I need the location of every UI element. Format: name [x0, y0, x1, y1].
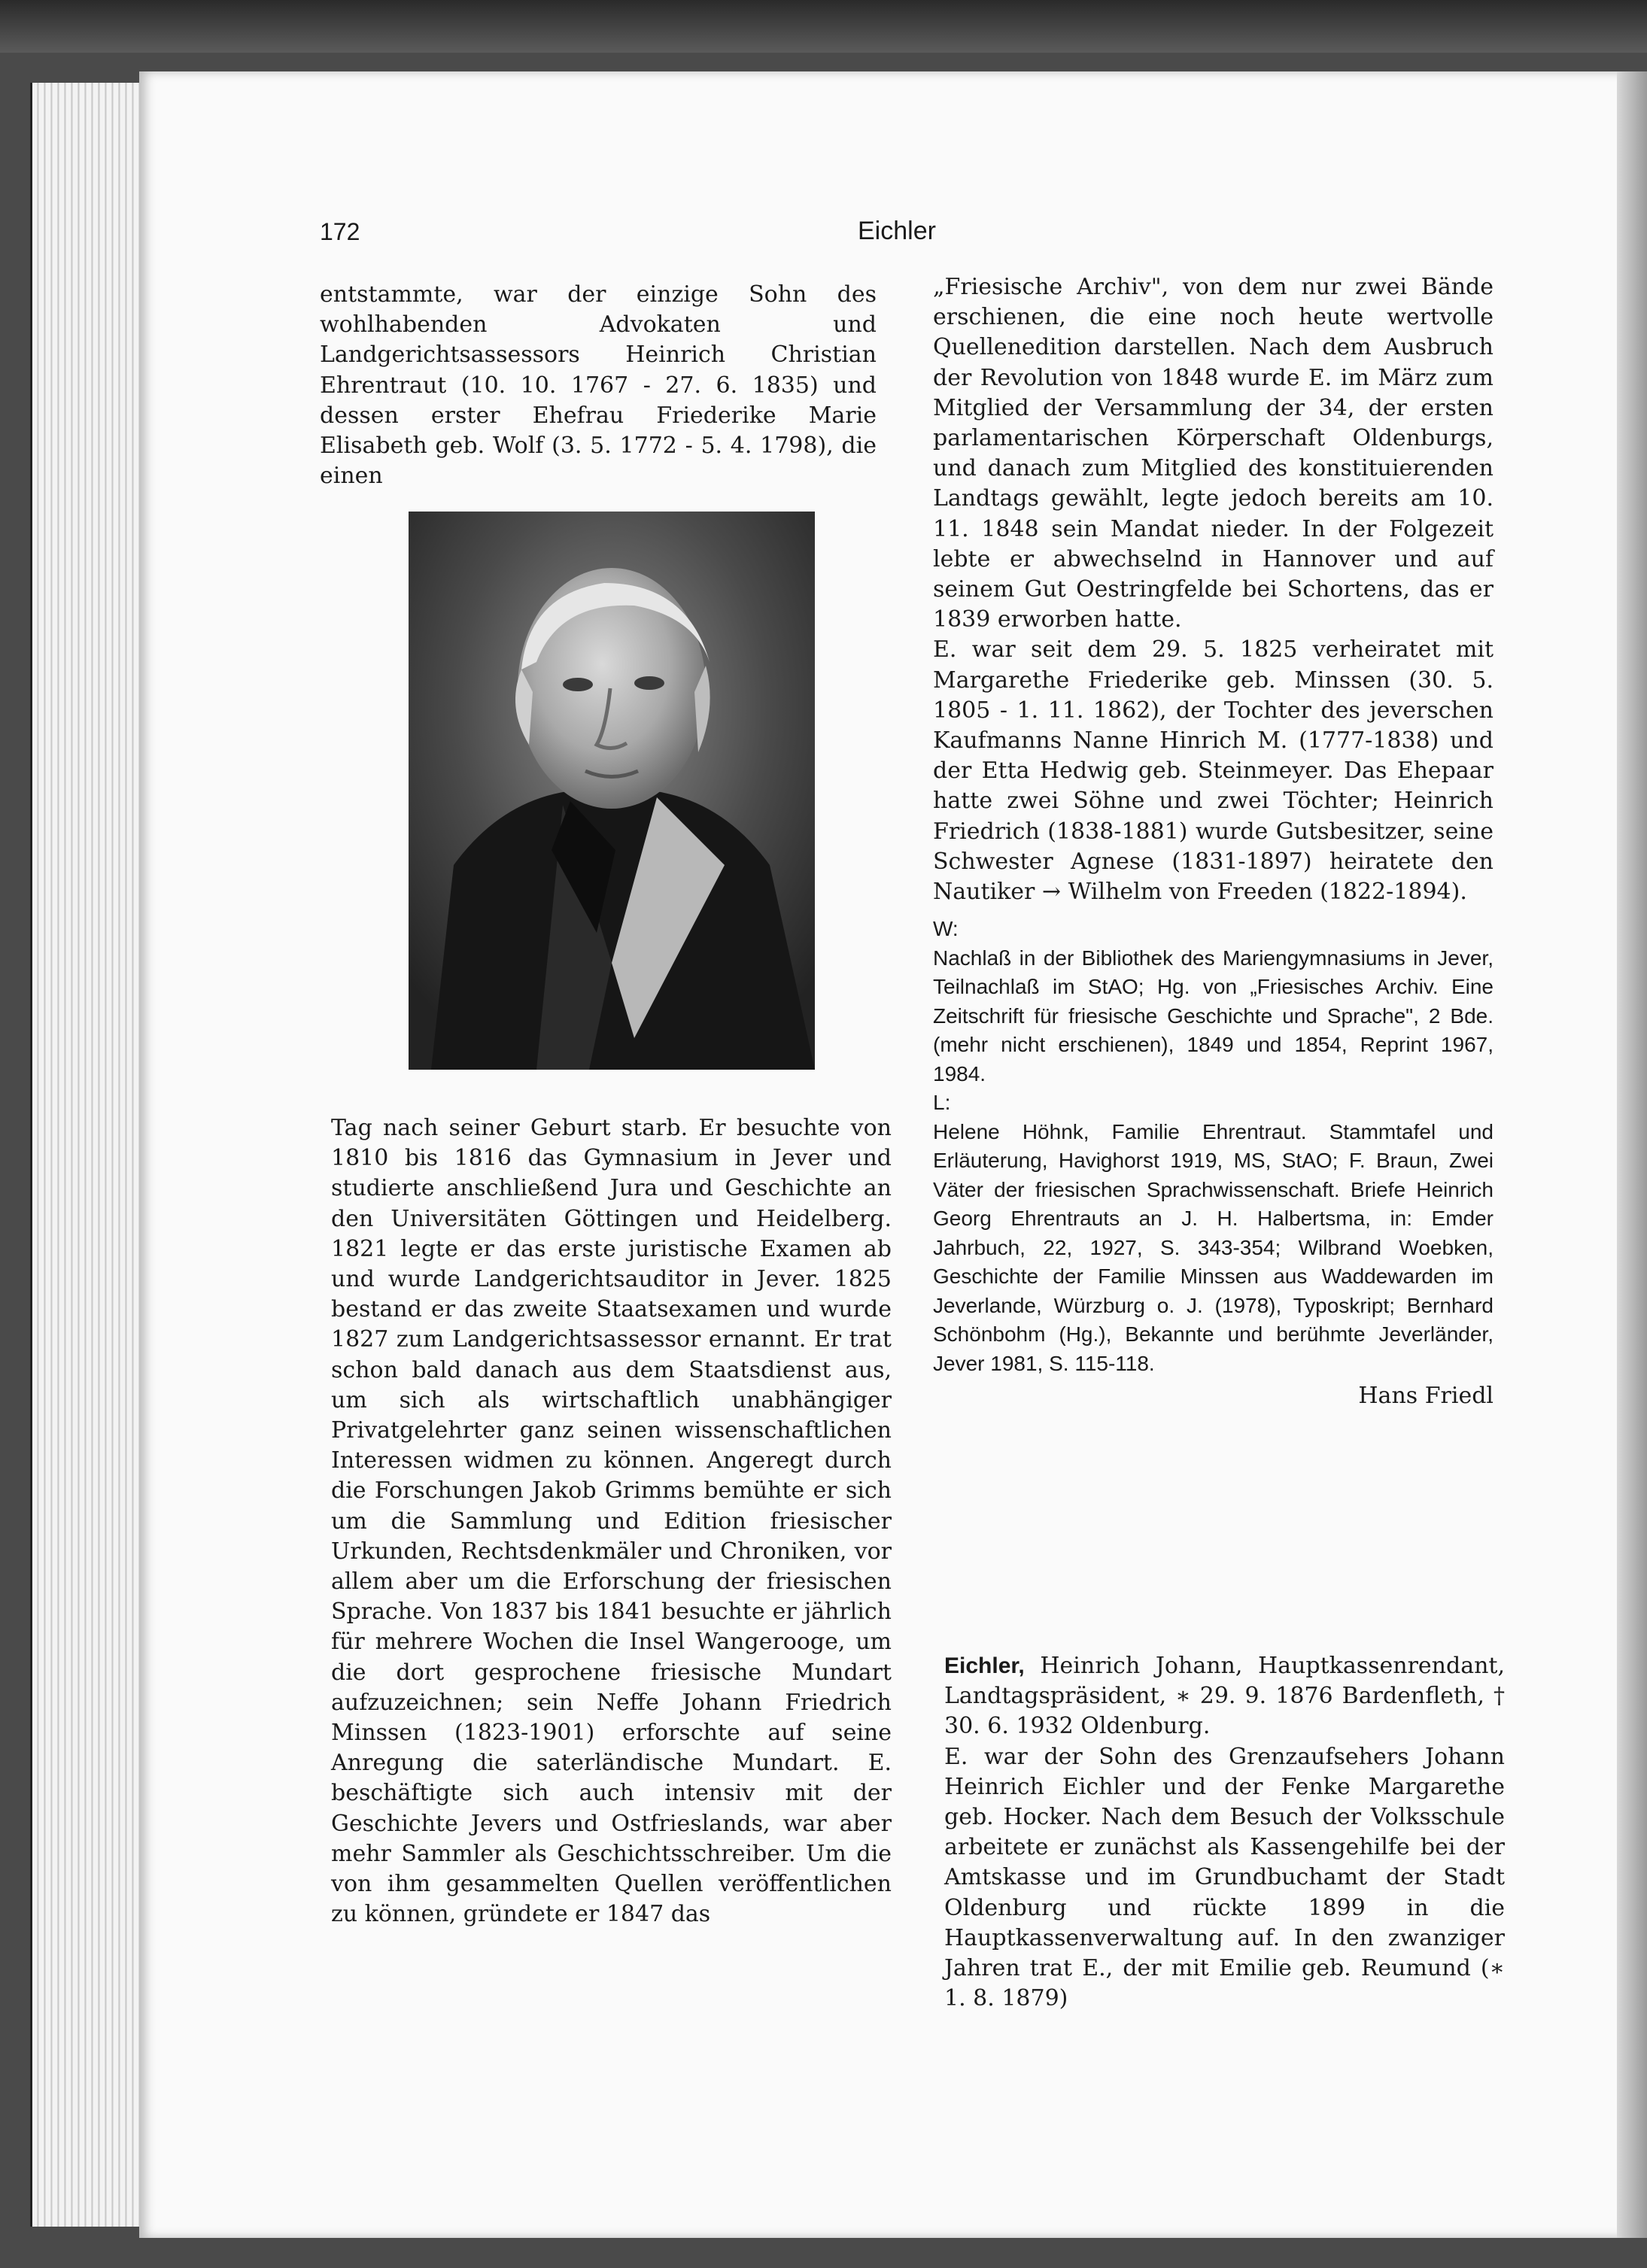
page-number: 172 — [320, 218, 360, 245]
running-head: Eichler — [858, 217, 936, 245]
entry-name: Eichler, — [944, 1653, 1025, 1678]
left-column-top — [320, 280, 877, 491]
entry-text: E. war der Sohn des Grenzaufsehers Johann Heinrich Eichler und der Fenke Margarethe geb. Hocker. Nach dem Besuch der Volksschule arbeitete er zunächst als Kassengehilfe bei der Amtskasse und im Grundbuchamt der Stadt Oldenburg und rückte 1899 in die Hauptkassenverwaltung auf. In den zwanziger Jahren trat E., der mit Emilie geb. Reumund (∗ 1. 8. 1879) — [944, 1743, 1505, 2012]
works-list: Nachlaß in der Bibliothek des Mariengymnasiums in Jever, Teilnachlaß im StAO; Hg. von „Friesisches Archiv. Eine Zeitschrift für friesische Geschichte und Sprache", 2 Bde. (mehr nicht erschienen), 1849 und 1854, Reprint 1967, 1984. — [933, 946, 1494, 1085]
book-spine-shadow — [1617, 71, 1647, 2238]
biography-paragraph-family: E. war seit dem 29. 5. 1825 verheiratet mit Margarethe Friederike geb. Minssen (30. 5. 1805 - 1. 11. 1862), der Tochter des jeverschen Kaufmanns Nanne Hinrich M. (1777-1838) und der Etta Hedwig geb. Steinmeyer. Das Ehepaar hatte zwei Söhne und zwei Töchter; Heinrich Friedrich (1838-1881) wurde Gutsbesitzer, seine Schwester Agnese (1831-1897) heiratete den Nautiker → Wilhelm von Freeden (1822-1894). — [933, 636, 1494, 906]
works-label: W: — [933, 917, 959, 941]
biography-paragraph-archive: „Friesische Archiv", von dem nur zwei Bände erschienen, die eine noch heute wertvolle Quellenedition darstellen. Nach dem Ausbruch der Revolution von 1848 wurde E. im März zum Mitglied der Versammlung der 34, der ersten parlamentarischen Körperschaft Oldenburgs, und danach zum Mitglied des konstituierenden Landtags gewählt, legte jedoch bereits am 10. 11. 1848 sein Mandat nieder. In der Folgezeit lebte er abwechselnd in Hannover und auf seinem Gut Oestringfelde bei Schortens, das er 1839 erworben hatte. — [933, 274, 1494, 633]
biography-paragraph-continued: Tag nach seiner Geburt starb. Er besuchte von 1810 bis 1816 das Gymnasium in Jever und studierte anschließend Jura und Geschichte an den Universitäten Göttingen und Heidelberg. 1821 legte er das erste juristische Examen ab und wurde Landgerichtsauditor in Jever. 1825 bestand er das zweite Staatsexamen und wurde 1827 zum Landgerichtsassessor ernannt. Er trat schon bald danach aus dem Staatsdienst aus, um sich als wirtschaftlich unabhängiger Privatgelehrter ganz seinen wissenschaftlichen Interessen widmen zu können. Angeregt durch die Forschungen Jakob Grimms bemühte er sich um die Sammlung und Edition friesischer Urkunden, Rechtsdenkmäler und Chroniken, vor allem aber um die Erforschung der friesischen Sprache. Von 1837 bis 1841 besuchte er jährlich für mehrere Wochen die Insel Wangerooge, um die dort gesprochene friesische Mundart aufzuzeichnen; sein Neffe Johann Friedrich Minssen (1823-1901) erforschte auf seine Anregung die saterländische Mundart. E. beschäftigte sich auch intensiv mit der Geschichte Jevers und Ostfrieslands, war aber mehr Sammler als Geschichtsschreiber. Um die von ihm gesammelten Quellen veröffentlichen zu können, gründete er 1847 das — [331, 1115, 892, 1928]
scan-background — [0, 0, 1647, 53]
next-entry — [944, 1651, 1505, 2014]
literature-label: L: — [933, 1091, 951, 1115]
portrait-photo — [409, 512, 815, 1070]
entry-heading-details: Heinrich Johann, Hauptkassenrendant, Landtagspräsident, ∗ 29. 9. 1876 Bardenfleth, † 30. 6. 1932 Oldenburg. — [944, 1653, 1505, 1740]
left-column-bottom — [331, 1113, 892, 1929]
author-signature: Hans Friedl — [1358, 1383, 1494, 1410]
literature-list: Helene Höhnk, Familie Ehrentraut. Stammtafel und Erläuterung, Havighorst 1919, MS, StAO; F. Braun, Zwei Väter der friesischen Sprachwissenschaft. Briefe Heinrich Georg Ehrentrauts an J. H. Halbertsma, in: Emder Jahrbuch, 22, 1927, S. 343-354; Wilbrand Woebken, Geschichte der Familie Minssen aus Waddewarden im Jeverlande, Würzburg o. J. (1978), Typoskript; Bernhard Schönbohm (Hg.), Bekannte und berühmte Jeverländer, Jever 1981, S. 115-118. — [933, 1119, 1494, 1375]
book-page-edges — [30, 83, 153, 2227]
biography-paragraph-start: entstammte, war der einzige Sohn des wohlhabenden Advokaten und Landgerichtsassessors Heinrich Christian Ehrentraut (10. 10. 1767 - 27. 6. 1835) und dessen erster Ehefrau Friederike Marie Elisabeth geb. Wolf (3. 5. 1772 - 5. 4. 1798), die einen — [320, 281, 877, 490]
entry-heading — [944, 1651, 1505, 1742]
right-column — [933, 272, 1494, 1411]
